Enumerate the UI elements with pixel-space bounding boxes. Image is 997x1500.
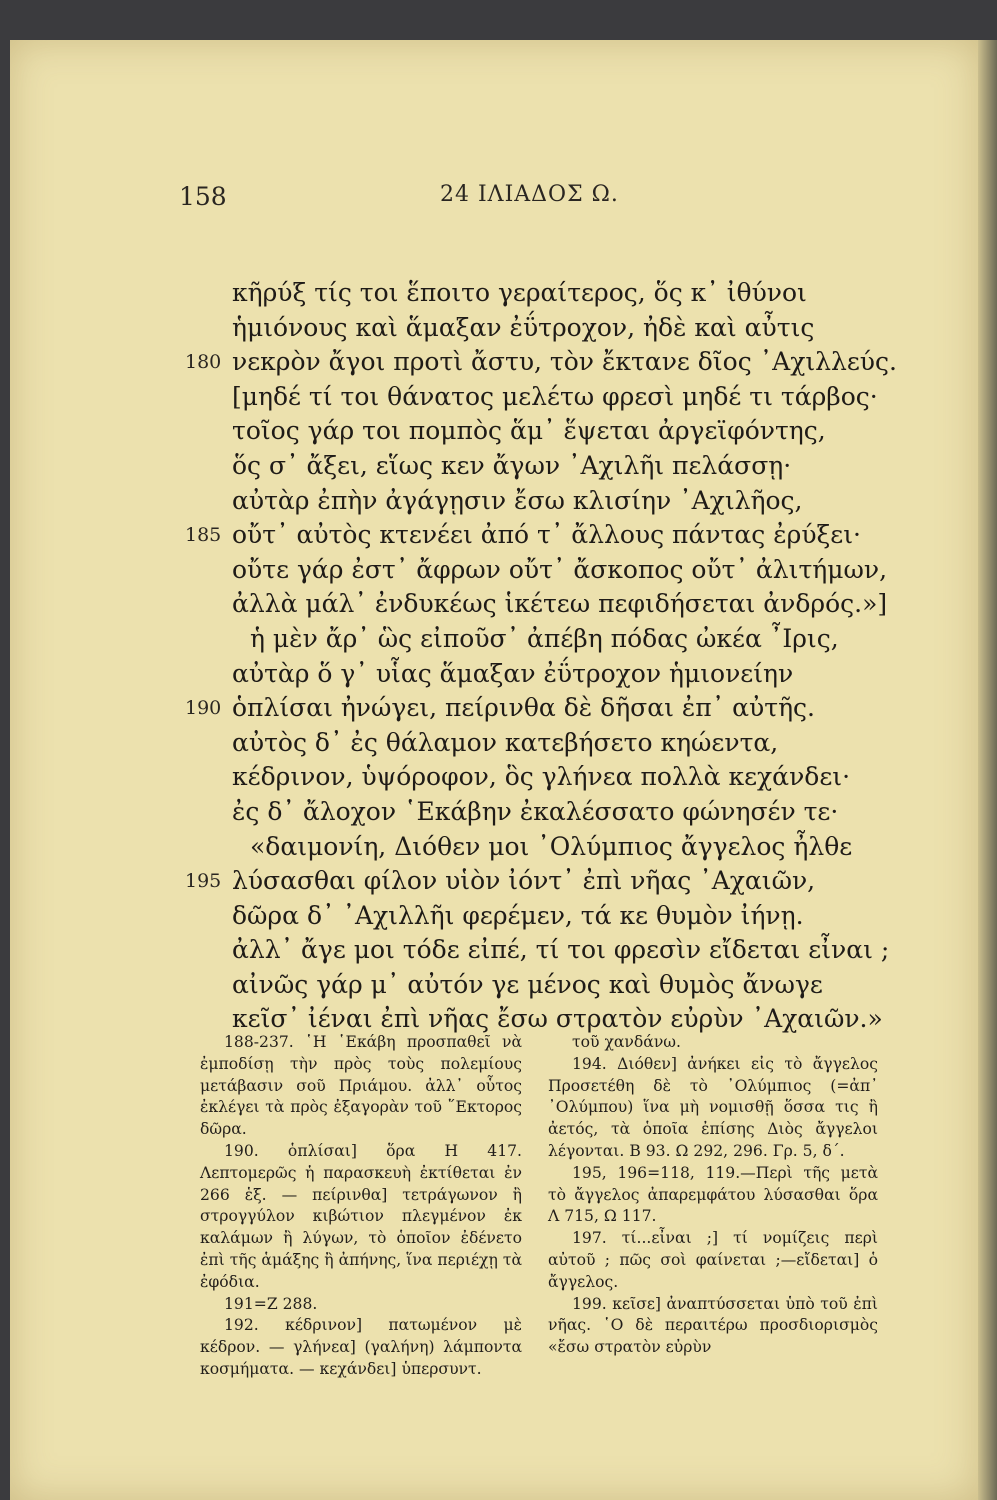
- commentary-note: 194. Διόθεν] ἀνήκει εἰς τὸ ἄγγελος Προσετέθη δὲ τὸ ᾿Ολύμπιος (=ἀπ᾿ ᾿Ολύμπου) ἵνα μὴ νομισθῇ ὅσσα τις ἢ ἀετός, τὰ ὁποῖα ἐπίσης Διὸς ἄγγελοι λέγονται. Β 93. Ω 292, 296. Γρ. 5, δ΄.: [548, 1054, 878, 1160]
- verse-line: [10, 345, 978, 380]
- commentary-note: 191=Ζ 288.: [224, 1294, 318, 1313]
- verse-line: [10, 518, 978, 553]
- verse-text: ὁπλίσαι ἠνώγει, πείρινθα δὲ δῆσαι ἐπ᾿ αὐτῆς.: [232, 693, 816, 723]
- commentary-note: τοῦ χανδάνω.: [572, 1033, 681, 1051]
- verse-text-block: [10, 276, 978, 1037]
- verse-line: [10, 276, 978, 311]
- verse-text: δῶρα δ᾿ ᾿Αχιλλῆι φερέμεν, τά κε θυμὸν ἰήνῃ.: [232, 900, 804, 930]
- line-number: 185: [185, 524, 222, 547]
- verse-text: «δαιμονίη, Διόθεν μοι ᾿Ολύμπιος ἄγγελος ἦλθε: [250, 831, 853, 861]
- commentary-note: 188-237. ῾Η ῾Εκάβη προσπαθεῖ νὰ ἐμποδίσῃ τὴν πρὸς τοὺς πολεμίους μετάβασιν σοῦ Πριάμου. ἀλλ᾿ οὗτος ἐκλέγει τὰ πρὸς ἐξαγορὰν τοῦ ῞Εκτορος δῶρα.: [200, 1033, 522, 1139]
- verse-text: ἀλλ᾿ ἄγε μοι τόδε εἰπέ, τί τοι φρεσὶν εἴδεται εἶναι ;: [232, 935, 890, 965]
- verse-line: [10, 691, 978, 726]
- commentary-left-column: [200, 1032, 522, 1381]
- verse-text: ἐς δ᾿ ἄλοχον ῾Εκάβην ἐκαλέσσατο φώνησέν τε·: [232, 796, 839, 826]
- commentary-right-column: [548, 1032, 878, 1359]
- verse-line: [10, 622, 978, 657]
- verse-text: [μηδέ τί τοι θάνατος μελέτω φρεσὶ μηδέ τι τάρβος·: [232, 381, 878, 411]
- verse-line: [10, 864, 978, 899]
- verse-text: οὔτ᾿ αὐτὸς κτενέει ἀπό τ᾿ ἄλλους πάντας ἐρύξει·: [232, 520, 862, 550]
- commentary-note: 199. κεῖσε] ἀναπτύσσεται ὑπὸ τοῦ ἐπὶ νῆας. ῾Ο δὲ περαιτέρω προσδιορισμὸς «ἔσω στρατὸν εὐρὺν: [548, 1294, 878, 1357]
- page-header: [10, 182, 978, 222]
- commentary-note: 195, 196=118, 119.—Περὶ τῆς μετὰ τὸ ἄγγελος ἀπαρεμφάτου λύσασθαι ὅρα Λ 715, Ω 117.: [548, 1163, 878, 1226]
- verse-text: ἡμιόνους καὶ ἅμαξαν ἐΰτροχον, ἠδὲ καὶ αὖτις: [232, 312, 815, 342]
- verse-text: ἀλλὰ μάλ᾿ ἐνδυκέως ἱκέτεω πεφιδήσεται ἀνδρός.»]: [232, 589, 888, 619]
- verse-line: [10, 933, 978, 968]
- line-number: 195: [185, 870, 222, 893]
- verse-line: [10, 657, 978, 692]
- verse-line: [10, 311, 978, 346]
- verse-text: νεκρὸν ἄγοι προτὶ ἄστυ, τὸν ἔκτανε δῖος ᾿Αχιλλεύς.: [232, 347, 897, 377]
- commentary-note: 197. τί...εἶναι ;] τί νομίζεις περὶ αὐτοῦ ; πῶς σοὶ φαίνεται ;—εἴδεται] ὁ ἄγγελος.: [548, 1229, 878, 1291]
- verse-line: [10, 726, 978, 761]
- verse-text: αὐτὸς δ᾿ ἐς θάλαμον κατεβήσετο κηώεντα,: [232, 727, 779, 757]
- verse-line: [10, 760, 978, 795]
- verse-line: [10, 587, 978, 622]
- verse-text: αἰνῶς γάρ μ᾿ αὐτόν γε μένος καὶ θυμὸς ἄνωγε: [232, 969, 823, 999]
- verse-text: τοῖος γάρ τοι πομπὸς ἅμ᾿ ἕψεται ἀργεϊφόντης,: [232, 416, 826, 446]
- running-title: 24 ΙΛΙΑΔΟΣ Ω.: [440, 182, 619, 207]
- verse-line: [10, 380, 978, 415]
- verse-line: [10, 553, 978, 588]
- verse-text: ὅς σ᾿ ἄξει, εἵως κεν ἄγων ᾿Αχιλῆι πελάσσῃ·: [232, 450, 792, 480]
- verse-text: ἡ μὲν ἄρ᾿ ὣς εἰποῦσ᾿ ἀπέβη πόδας ὠκέα ῏Ιρις,: [250, 623, 839, 653]
- line-number: 190: [185, 697, 222, 720]
- commentary-note: 192. κέδρινον] πατωμένον μὲ κέδρον. — γλήνεα] (γαλήνη) λάμποντα κοσμήματα. — κεχάνδει] ὑπερσυντ.: [200, 1316, 522, 1378]
- verse-text: αὐτὰρ ἐπὴν ἀγάγῃσιν ἔσω κλισίην ᾿Αχιλῆος,: [232, 485, 803, 515]
- line-number: 180: [185, 351, 222, 374]
- verse-text: κέδρινον, ὑψόροφον, ὃς γλήνεα πολλὰ κεχάνδει·: [232, 762, 851, 792]
- verse-line: [10, 449, 978, 484]
- verse-text: λύσασθαι φίλον υἱὸν ἰόντ᾿ ἐπὶ νῆας ᾿Αχαιῶν,: [232, 866, 816, 896]
- page-edge-shadow: [978, 40, 997, 1500]
- verse-text: αὐτὰρ ὅ γ᾿ υἷας ἅμαξαν ἐΰτροχον ἡμιονείην: [232, 658, 794, 688]
- book-page: [10, 40, 978, 1500]
- page-number: 158: [179, 182, 227, 211]
- verse-line: [10, 899, 978, 934]
- verse-text: κῆρύξ τίς τοι ἕποιτο γεραίτερος, ὅς κ᾿ ἰθύνοι: [232, 278, 807, 307]
- verse-line: [10, 795, 978, 830]
- verse-line: [10, 968, 978, 1003]
- verse-text: κεῖσ᾿ ἰέναι ἐπὶ νῆας ἔσω στρατὸν εὐρὺν ᾿Αχαιῶν.»: [232, 1004, 883, 1034]
- verse-text: οὔτε γάρ ἐστ᾿ ἄφρων οὔτ᾿ ἄσκοπος οὔτ᾿ ἀλιτήμων,: [232, 554, 888, 584]
- commentary-note: 190. ὁπλίσαι] ὅρα Η 417. Λεπτομερῶς ἡ παρασκευὴ ἐκτίθεται ἐν 266 ἑξ. — πείρινθα] τετράγωνον ἢ στρογγύλον κιβώτιον πλεγμένον ἐκ καλάμων ἢ λύγων, τὸ ὁποῖον ἐδένετο ἐπὶ τῆς ἁμάξης ἢ ἀπήνης, ἵνα περιέχῃ τὰ ἐφόδια.: [200, 1141, 522, 1291]
- verse-line: [10, 414, 978, 449]
- verse-line: [10, 830, 978, 865]
- verse-line: [10, 484, 978, 519]
